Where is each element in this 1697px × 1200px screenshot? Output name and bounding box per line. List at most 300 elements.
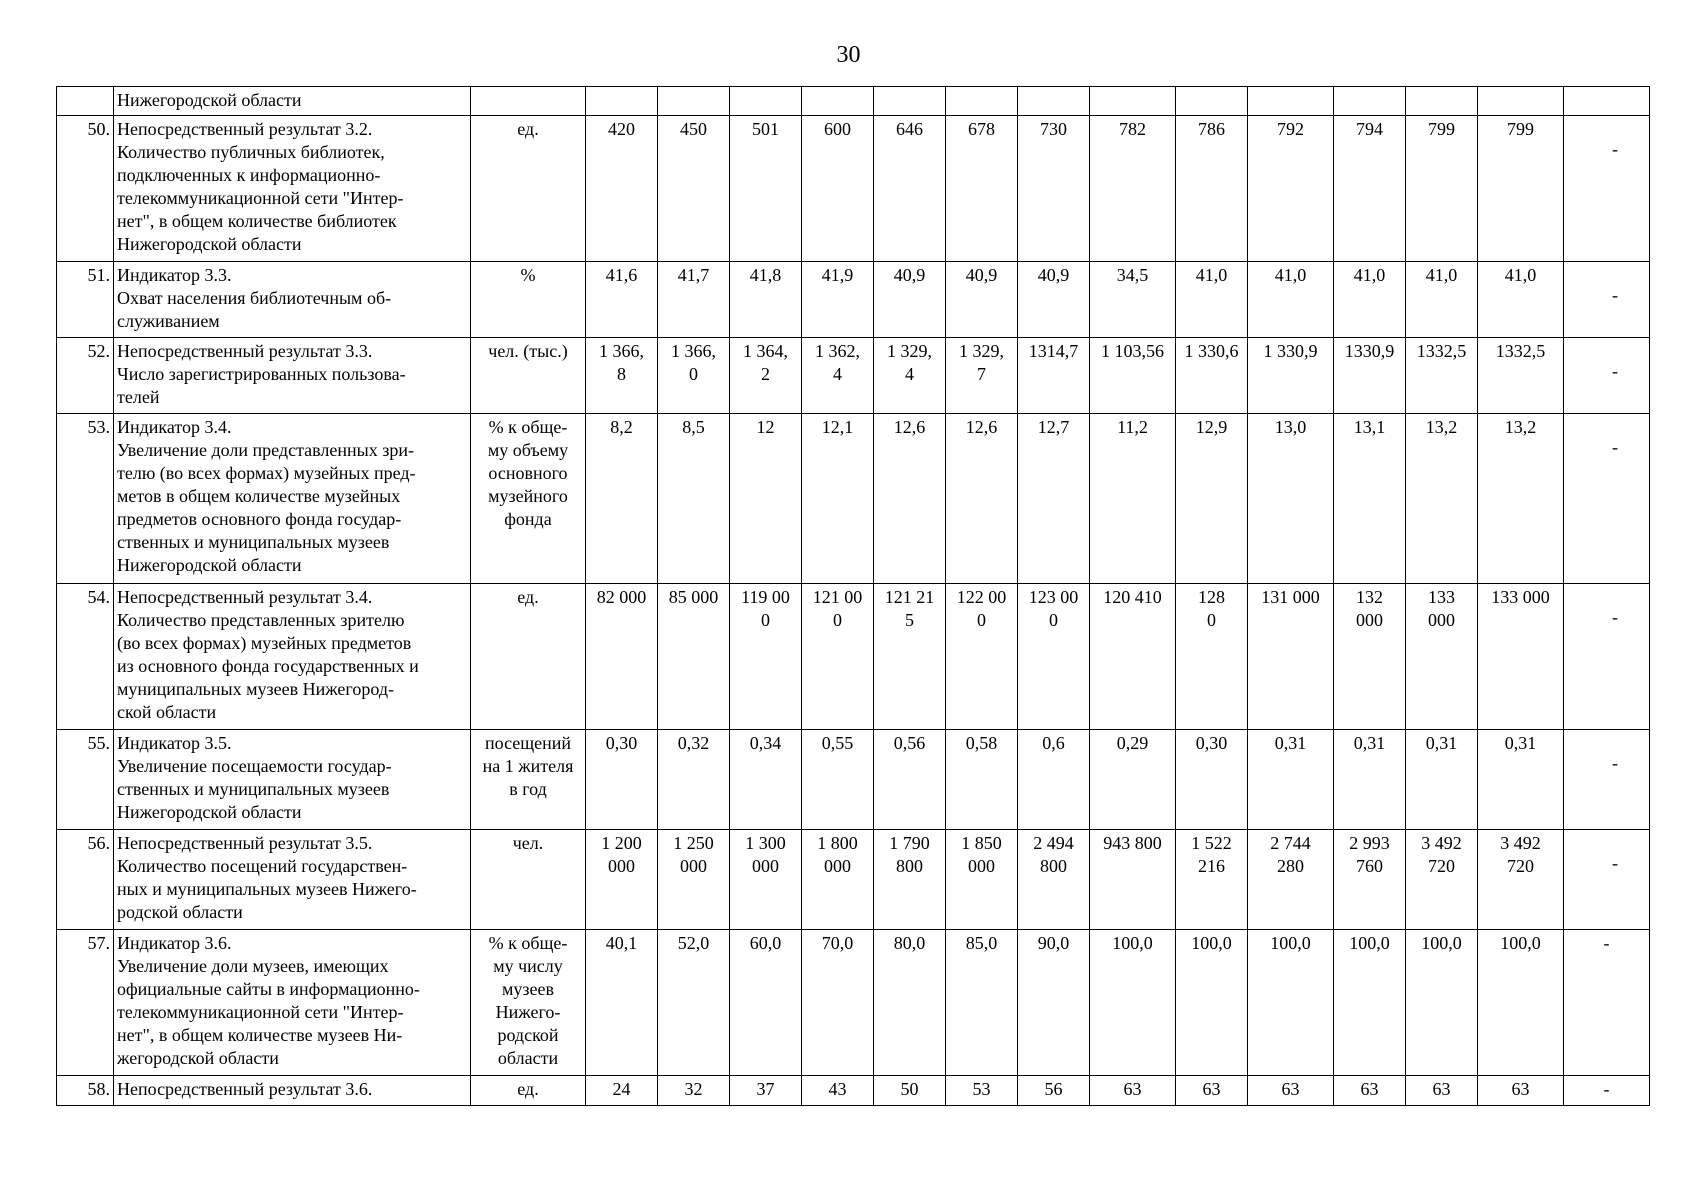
unit-cell [471,338,586,414]
value-line: 12,1 [821,417,854,437]
value-line: 0,30 [1195,733,1228,753]
table-row [57,830,1650,930]
unit-line: в год [509,779,547,799]
unit-line: родской [497,1025,559,1045]
indicator-name-line: Непосредственный результат 3.3. [117,341,373,361]
row-number: 57. [57,930,114,1076]
value-line: 0,56 [893,733,926,753]
indicators-table [56,86,1650,1106]
indicator-name-line: Увеличение посещаемости государ- [117,756,392,776]
value-line: 760 [1356,856,1383,876]
indicator-name-line: официальные сайты в информационно- [117,979,420,999]
value-line: 1 366, [599,341,644,361]
unit-line: ед. [517,1079,539,1099]
value-line: 800 [1040,856,1067,876]
row-number: 54. [57,584,114,730]
last-cell [1564,87,1650,116]
value-cell [1090,414,1176,584]
value-cell [1018,730,1090,830]
value-cell [1406,730,1478,830]
indicator-name-line: Индикатор 3.4. [117,417,232,437]
last-cell [1564,584,1650,730]
value-cell [730,584,802,730]
value-cell [658,1076,730,1106]
value-cell [1406,584,1478,730]
value-cell [874,262,946,338]
value-line: 0,31 [1504,733,1537,753]
value-line: 120 410 [1103,587,1162,607]
value-cell [1248,1076,1334,1106]
row-number: 56. [57,830,114,930]
value-cell [586,730,658,830]
dash-mark: - [1603,933,1610,953]
value-line: 943 800 [1103,833,1162,853]
unit-cell [471,584,586,730]
value-cell [1018,930,1090,1076]
table-row [57,116,1650,262]
value-cell [730,116,802,262]
value-cell [1248,414,1334,584]
value-cell [1176,338,1248,414]
unit-line: му числу [493,956,563,976]
value-cell [1248,584,1334,730]
value-cell [730,338,802,414]
table-row [57,730,1650,830]
unit-cell [471,1076,586,1106]
value-line: 122 00 [956,587,1007,607]
value-cell [874,414,946,584]
indicator-name-line: Количество представленных зрителю [117,610,405,630]
value-line: 1 200 [601,833,642,853]
value-line: 63 [1511,1079,1530,1099]
indicator-name-line: Количество публичных библиотек, [117,142,385,162]
unit-line: ед. [517,119,539,139]
value-cell [730,262,802,338]
table-row [57,262,1650,338]
value-cell [1018,414,1090,584]
value-line: 3 492 [1421,833,1462,853]
value-cell [802,116,874,262]
indicator-name [114,116,471,262]
value-cell [946,1076,1018,1106]
value-line: 53 [972,1079,991,1099]
value-cell [1248,87,1334,116]
indicator-name-line: Число зарегистрированных пользова- [117,364,406,384]
unit-line: чел. (тыс.) [488,341,568,361]
indicator-name [114,262,471,338]
value-line: 000 [752,856,779,876]
value-line: 2 993 [1349,833,1390,853]
dash-mark: - [1612,139,1618,159]
value-cell [1478,830,1564,930]
value-line: 5 [905,610,914,630]
value-line: 52,0 [677,933,710,953]
indicator-name-line: родской области [117,902,243,922]
value-line: 100,0 [1191,933,1232,953]
value-line: 133 000 [1491,587,1550,607]
value-line: 80,0 [893,933,926,953]
value-cell [730,730,802,830]
indicator-name-line: Непосредственный результат 3.2. [117,119,373,139]
value-line: 11,2 [1117,417,1148,437]
value-line: 799 [1507,119,1534,139]
value-line: 1 800 [817,833,858,853]
value-cell [1018,116,1090,262]
value-line: 8,2 [610,417,633,437]
last-cell [1564,830,1650,930]
value-line: 280 [1277,856,1304,876]
value-cell [730,87,802,116]
indicator-name-line: Индикатор 3.3. [117,265,232,285]
value-cell [1248,930,1334,1076]
row-number: 58. [57,1076,114,1106]
value-cell [802,1076,874,1106]
value-line: 799 [1428,119,1455,139]
value-line: 1332,5 [1495,341,1546,361]
value-cell [658,730,730,830]
value-line: 85 000 [668,587,719,607]
value-line: 2 494 [1033,833,1074,853]
unit-line: ед. [517,587,539,607]
value-line: 40,9 [1037,265,1070,285]
value-line: 000 [1428,610,1455,630]
value-line: 4 [833,364,842,384]
value-line: 32 [684,1079,703,1099]
value-line: 678 [968,119,995,139]
value-line: 100,0 [1349,933,1390,953]
value-line: 63 [1123,1079,1142,1099]
value-line: 1 330,9 [1263,341,1318,361]
value-line: 0,31 [1425,733,1458,753]
value-line: 1 366, [671,341,716,361]
indicator-name-line: Нижегородской области [117,802,302,822]
dash-mark: - [1612,607,1618,627]
value-line: 0 [1207,610,1216,630]
last-cell [1564,1076,1650,1106]
value-cell [802,730,874,830]
value-cell [1334,584,1406,730]
value-line: 128 [1198,587,1225,607]
value-cell [1018,262,1090,338]
indicator-name-line: служиванием [117,311,220,331]
value-cell [1478,414,1564,584]
value-cell [586,262,658,338]
value-cell [1248,262,1334,338]
table-row [57,414,1650,584]
value-line: 0,30 [605,733,638,753]
value-cell [586,830,658,930]
value-line: 43 [828,1079,847,1099]
indicator-name-line: Непосредственный результат 3.5. [117,833,373,853]
value-line: 50 [900,1079,919,1099]
value-cell [946,830,1018,930]
value-cell [1176,830,1248,930]
unit-line: чел. [512,833,544,853]
value-line: 133 [1428,587,1455,607]
value-cell [946,338,1018,414]
value-cell [1406,930,1478,1076]
value-cell [1018,1076,1090,1106]
value-cell [658,930,730,1076]
indicator-name-line: Количество посещений государствен- [117,856,408,876]
value-cell [586,116,658,262]
indicator-name-line: телю (во всех формах) музейных пред- [117,463,416,483]
row-number [57,87,114,116]
value-cell [1406,87,1478,116]
value-line: 0,55 [821,733,854,753]
indicator-name-line: (во всех формах) музейных предметов [117,633,412,653]
value-line: 131 000 [1261,587,1320,607]
value-line: 41,0 [1425,265,1458,285]
value-line: 2 744 [1270,833,1311,853]
value-cell [730,414,802,584]
value-cell [802,414,874,584]
value-line: 8,5 [682,417,705,437]
value-cell [658,338,730,414]
value-cell [1090,87,1176,116]
value-cell [1478,730,1564,830]
value-line: 63 [1202,1079,1221,1099]
value-line: 600 [824,119,851,139]
indicator-name [114,87,471,116]
value-cell [1248,730,1334,830]
indicator-name-line: из основного фонда государственных и [117,656,419,676]
value-line: 41,0 [1504,265,1537,285]
value-cell [658,116,730,262]
value-line: 1332,5 [1416,341,1467,361]
value-cell [1406,1076,1478,1106]
value-cell [1478,338,1564,414]
unit-line: му объему [487,440,569,460]
value-cell [1478,262,1564,338]
value-cell [1478,87,1564,116]
value-line: 37 [756,1079,775,1099]
value-line: 730 [1040,119,1067,139]
value-line: 794 [1356,119,1383,139]
value-line: 0,58 [965,733,998,753]
last-cell [1564,414,1650,584]
indicator-name-line: Нижегородской области [117,234,302,254]
value-cell [1176,414,1248,584]
indicator-name-line: нет", в общем количестве библиотек [117,211,397,231]
value-line: 786 [1198,119,1225,139]
value-line: 63 [1281,1079,1300,1099]
value-cell [1090,584,1176,730]
value-line: 800 [896,856,923,876]
value-line: 2 [761,364,770,384]
dash-mark: - [1603,1079,1610,1099]
value-cell [586,414,658,584]
indicator-name [114,930,471,1076]
value-line: 1314,7 [1028,341,1079,361]
value-line: 646 [896,119,923,139]
value-cell [1176,116,1248,262]
value-line: 90,0 [1037,933,1070,953]
value-line: 12 [756,417,775,437]
value-cell [1406,830,1478,930]
indicator-name-line: Непосредственный результат 3.4. [117,587,373,607]
value-line: 34,5 [1116,265,1149,285]
indicator-name-line: ных и муниципальных музеев Нижего- [117,879,417,899]
indicator-name-line: ской области [117,702,217,722]
value-line: 0,34 [749,733,782,753]
value-cell [1248,338,1334,414]
value-cell [802,830,874,930]
value-cell [874,830,946,930]
value-line: 1 362, [815,341,860,361]
value-line: 12,6 [965,417,998,437]
value-line: 1330,9 [1344,341,1395,361]
unit-cell [471,116,586,262]
indicator-name-line: муниципальных музеев Нижегород- [117,679,394,699]
value-line: 000 [1356,610,1383,630]
value-line: 0 [761,610,770,630]
unit-line: % к обще- [488,933,568,953]
unit-line: на 1 жителя [482,756,574,776]
value-cell [730,930,802,1076]
value-line: 121 00 [812,587,863,607]
value-cell [1406,116,1478,262]
indicator-name-line: Нижегородской области [117,555,302,575]
value-line: 720 [1507,856,1534,876]
value-line: 12,7 [1037,417,1070,437]
indicator-name [114,414,471,584]
value-line: 41,8 [749,265,782,285]
value-line: 3 492 [1500,833,1541,853]
value-cell [1334,338,1406,414]
value-line: 13,0 [1274,417,1307,437]
value-line: 100,0 [1421,933,1462,953]
value-line: 41,6 [605,265,638,285]
indicator-name [114,1076,471,1106]
value-cell [1406,414,1478,584]
value-line: 40,1 [605,933,638,953]
value-cell [802,584,874,730]
value-cell [946,730,1018,830]
value-cell [874,584,946,730]
unit-line: Нижего- [495,1002,561,1022]
value-cell [1334,87,1406,116]
value-cell [1090,1076,1176,1106]
indicator-name-line: Нижегородской области [117,90,302,110]
value-line: 792 [1277,119,1304,139]
value-line: 0 [1049,610,1058,630]
value-line: 1 329, [887,341,932,361]
value-cell [1334,262,1406,338]
last-cell [1564,262,1650,338]
value-line: 0,32 [677,733,710,753]
value-line: 1 850 [961,833,1002,853]
value-line: 1 364, [743,341,788,361]
value-cell [1090,116,1176,262]
value-cell [658,262,730,338]
value-cell [1176,930,1248,1076]
value-cell [1018,830,1090,930]
unit-cell [471,262,586,338]
unit-line: музеев [502,979,554,999]
last-cell [1564,730,1650,830]
value-cell [658,414,730,584]
value-line: 40,9 [965,265,998,285]
value-cell [586,338,658,414]
value-cell [946,414,1018,584]
value-cell [946,87,1018,116]
value-line: 0 [689,364,698,384]
row-number: 55. [57,730,114,830]
indicator-name-line: подключенных к информационно- [117,165,381,185]
value-line: 41,0 [1353,265,1386,285]
value-cell [1248,116,1334,262]
value-cell [1334,1076,1406,1106]
value-line: 000 [968,856,995,876]
indicator-name-line: Увеличение доли представленных зри- [117,440,414,460]
indicator-name-line: Охват населения библиотечным об- [117,288,392,308]
value-cell [1090,262,1176,338]
value-cell [658,584,730,730]
value-cell [658,87,730,116]
unit-cell [471,830,586,930]
page-number: 30 [836,42,861,68]
unit-line: области [497,1048,559,1068]
value-cell [874,116,946,262]
value-line: 12,9 [1195,417,1228,437]
value-line: 13,2 [1425,417,1458,437]
value-cell [1334,116,1406,262]
value-line: 56 [1044,1079,1063,1099]
value-cell [586,930,658,1076]
value-line: 0,31 [1353,733,1386,753]
value-cell [1478,116,1564,262]
value-line: 63 [1360,1079,1379,1099]
value-cell [730,1076,802,1106]
value-line: 1 103,56 [1101,341,1164,361]
value-line: 0,6 [1042,733,1065,753]
value-cell [802,262,874,338]
value-line: 1 250 [673,833,714,853]
value-line: 782 [1119,119,1146,139]
value-line: 100,0 [1500,933,1541,953]
dash-mark: - [1612,753,1618,773]
value-line: 216 [1198,856,1225,876]
table-row [57,87,1650,116]
indicator-name-line: Индикатор 3.6. [117,933,232,953]
value-cell [586,87,658,116]
value-cell [802,930,874,1076]
last-cell [1564,116,1650,262]
row-number: 51. [57,262,114,338]
value-line: 41,9 [821,265,854,285]
value-cell [802,87,874,116]
value-cell [874,87,946,116]
value-cell [1334,414,1406,584]
value-cell [1176,584,1248,730]
indicator-name [114,830,471,930]
value-line: 720 [1428,856,1455,876]
unit-cell [471,930,586,1076]
indicator-name-line: телекоммуникационной сети "Интер- [117,1002,404,1022]
value-cell [946,930,1018,1076]
value-line: 12,6 [893,417,926,437]
value-cell [658,830,730,930]
indicator-name-line: метов в общем количестве музейных [117,486,401,506]
dash-mark: - [1612,361,1618,381]
value-cell [874,338,946,414]
last-cell [1564,338,1650,414]
last-cell [1564,930,1650,1076]
value-line: 000 [824,856,851,876]
value-cell [1176,1076,1248,1106]
table-row [57,584,1650,730]
